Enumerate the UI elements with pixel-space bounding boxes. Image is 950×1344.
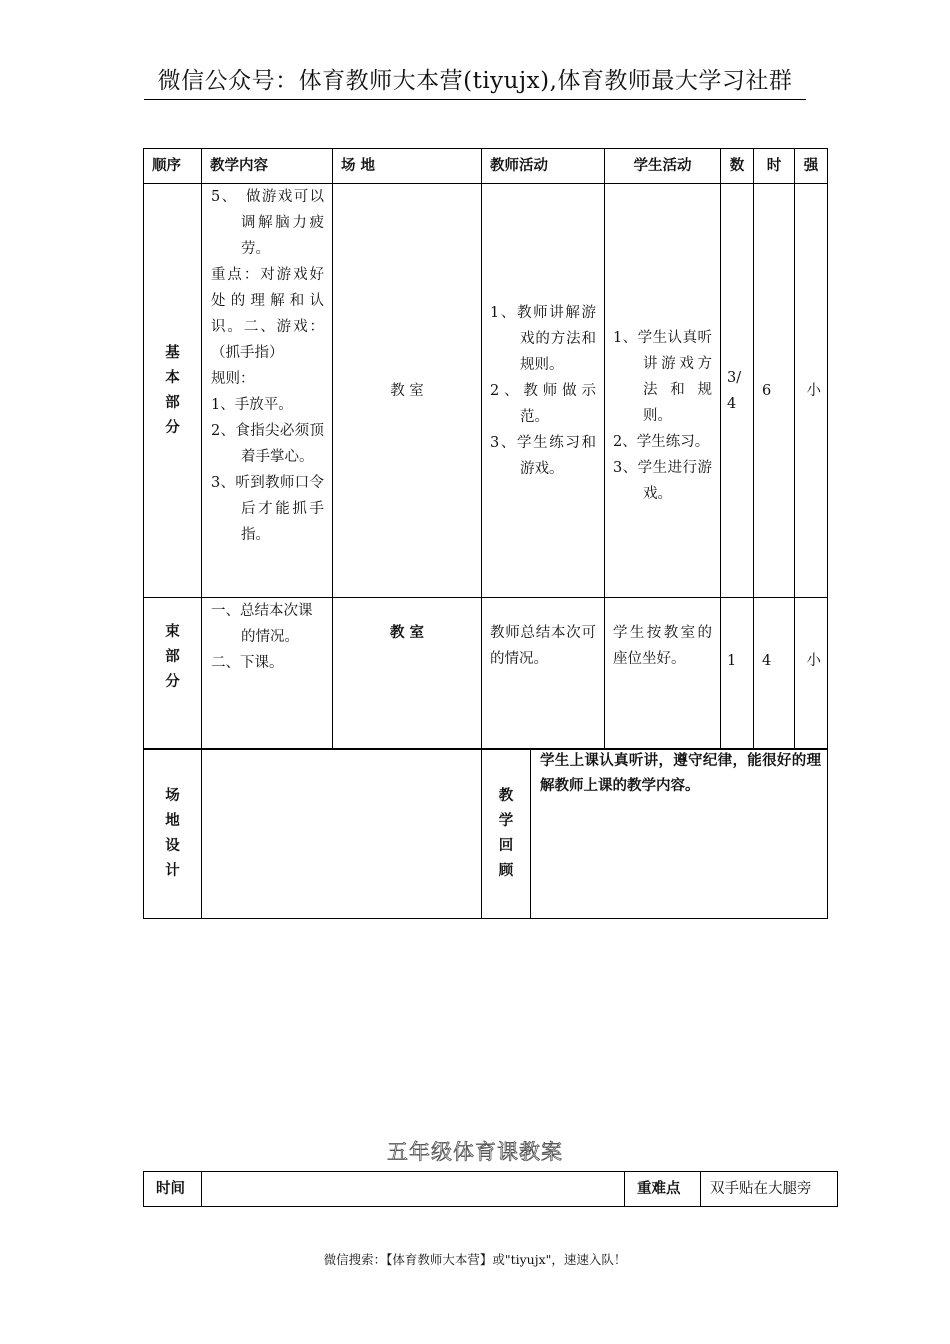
venue-design-label: 场 地 设 计 xyxy=(144,749,202,919)
end-content-line: 二、下课。 xyxy=(211,655,284,671)
basic-content-cell xyxy=(202,184,333,598)
col-header-teacher: 教师活动 xyxy=(482,149,605,184)
end-count: 1 xyxy=(721,598,754,750)
end-student: 学生按教室的座位坐好。 xyxy=(605,598,721,750)
basic-intensity: 小 xyxy=(795,184,828,598)
basic-teacher-cell xyxy=(482,184,605,598)
section-label-end: 束 部 分 xyxy=(144,598,202,750)
second-lesson-title: 五年级体育课教案 xyxy=(387,1140,563,1164)
end-teacher: 教师总结本次可的情况。 xyxy=(482,598,605,750)
basic-time: 6 xyxy=(754,184,795,598)
col-header-count: 数 xyxy=(721,149,754,184)
basic-content-line: 2、食指尖必须顶着手掌心。 xyxy=(211,423,324,465)
page-header-title: 微信公众号：体育教师大本营(tiyujx),体育教师最大学习社群 xyxy=(144,62,806,100)
teacher-step: 2、教师做示范。 xyxy=(490,382,596,425)
student-step: 1、学生认真听讲游戏方法和规则。 xyxy=(613,329,712,424)
basic-content-line: 5、 做游戏可以调解脑力疲劳。 xyxy=(211,189,324,257)
col-header-intensity: 强 xyxy=(795,149,828,184)
student-step: 3、学生进行游戏。 xyxy=(613,459,712,502)
end-content-cell xyxy=(202,598,333,750)
basic-student-cell xyxy=(605,184,721,598)
key-point-label: 重难点 xyxy=(625,1172,701,1207)
lesson-table xyxy=(143,148,828,750)
venue-design-area xyxy=(202,749,482,919)
table-row-basic xyxy=(144,184,828,598)
col-header-order: 顺序 xyxy=(144,149,202,184)
end-content-line: 一、总结本次课的情况。 xyxy=(211,603,313,645)
teaching-review-text: 学生上课认真听讲，遵守纪律，能很好的理解教师上课的教学内容。 xyxy=(531,749,828,919)
time-label: 时间 xyxy=(144,1172,202,1207)
basic-content-line: 规则： xyxy=(211,371,255,387)
basic-venue: 教 室 xyxy=(333,184,482,598)
section-label-basic: 基 本 部 分 xyxy=(144,184,202,598)
key-point-value: 双手贴在大腿旁 xyxy=(701,1172,838,1207)
basic-content-line: 1、手放平。 xyxy=(211,397,293,413)
end-intensity: 小 xyxy=(795,598,828,750)
student-step: 2、学生练习。 xyxy=(613,433,710,450)
footer-text: 微信搜索：【体育教师大本营】或"tiyujx"，速速入队！ xyxy=(323,1252,627,1267)
col-header-venue: 场 地 xyxy=(333,149,482,184)
basic-count: 3/4 xyxy=(721,184,754,598)
end-venue: 教 室 xyxy=(333,598,482,750)
basic-content-line: 3、听到教师口令后才能抓手指。 xyxy=(211,475,324,543)
table-row-end xyxy=(144,598,828,750)
end-time: 4 xyxy=(754,598,795,750)
second-lesson-table xyxy=(143,1171,838,1207)
teacher-step: 1、教师讲解游戏的方法和规则。 xyxy=(490,304,596,373)
teaching-review-label: 教 学 回 顾 xyxy=(482,749,531,919)
time-value xyxy=(202,1172,625,1207)
design-review-table xyxy=(143,748,828,919)
table-header-row xyxy=(144,149,828,184)
teacher-step: 3、学生练习和游戏。 xyxy=(490,434,596,477)
col-header-student: 学生活动 xyxy=(605,149,721,184)
col-header-content: 教学内容 xyxy=(202,149,333,184)
col-header-time: 时 xyxy=(754,149,795,184)
basic-content-line: 重点：对游戏好处的理解和认识。二、游戏：（抓手指） xyxy=(211,267,324,361)
